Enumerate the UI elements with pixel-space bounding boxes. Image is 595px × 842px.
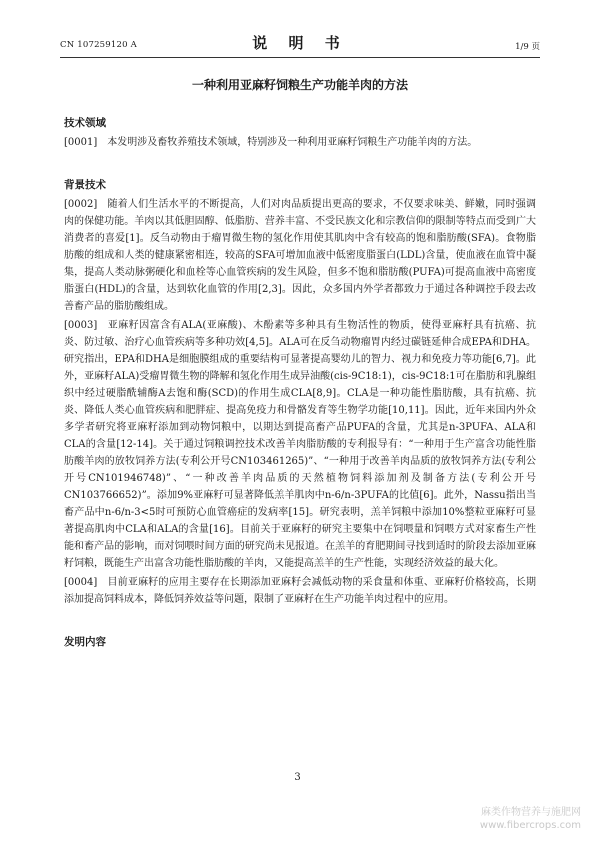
page-header xyxy=(60,32,540,56)
paragraph-text: 本发明涉及畜牧养殖技术领域，特别涉及一种利用亚麻籽饲粮生产功能羊肉的方法。 xyxy=(107,137,478,148)
header-divider xyxy=(60,57,540,58)
paragraph-text: 目前亚麻籽的应用主要存在长期添加亚麻籽会减低动物的采食量和体重、亚麻籽价格较高，长期添加提高饲料成本，降低饲养效益等问题，限制了亚麻籽在生产功能羊肉过程中的应用。 xyxy=(64,577,536,605)
paragraph-0004 xyxy=(64,574,536,608)
section-heading-invention: 发明内容 xyxy=(64,636,106,648)
paragraph-number: [0001] xyxy=(64,137,98,148)
document-body xyxy=(64,72,536,653)
paragraph-0003 xyxy=(64,317,536,572)
watermark-title: 麻类作物营养与施肥网 xyxy=(481,807,581,818)
paragraph-text: 亚麻籽因富含有ALA(亚麻酸)、木酚素等多种具有生物活性的物质，使得亚麻籽具有抗癌、抗炎、防过敏、治疗心血管疾病等多种功效[4,5]。ALA可在反刍动物瘤胃内经过碳链延伸合成EPA和DHA。研究指出，EPA和DHA是细胞膜组成的重要结构可显著提高婴幼儿的智力、视力和免疫力等功能[6,7]。此外，亚麻籽ALA)受瘤胃微生物的降解和氢化作用生成异油酸(cis-9C18:1)，cis-9C18:1可在脂肪和乳腺组织中经过硬脂酰辅酶A去饱和酶(SCD)的作用生成CLA[8,9]。CLA是一种功能性脂肪酸，具有抗癌、抗炎、降低人类心血管疾病和肥胖症、提高免疫力和骨骼发育等生物学功能[10,11]。因此，近年来国内外众多学者研究将亚麻籽添加到动物饲粮中，以期达到提高畜产品PUFA的含量，尤其是n-3PUFA、ALA和CLA的含量[12-14]。关于通过饲粮调控技术改善羊肉脂肪酸的专利报导有：“一种用于生产富含功能性脂肪酸羊肉的放牧饲养方法(专利公开号CN103461265)”、“一种用于改善羊肉品质的放牧饲养方法(专利公开号CN101946748)”、“一种改善羊肉品质的天然植物饲料添加剂及制备方法(专利公开号CN103766652)”。添加9%亚麻籽可显著降低羔羊肌肉中n-6/n-3PUFA的比值[6]。此外，Nassu指出当畜产品中n-6/n-3<5时可预防心血管癌症的发病率[15]。研究表明，羔羊饲粮中添加10%整粒亚麻籽可显著提高肌肉中CLA和ALA的含量[16]。目前关于亚麻籽的研究主要集中在饲喂量和饲喂方式对家畜生产性能和畜产品的影响，而对饲喂时间方面的研究尚未见报道。在羔羊的育肥期间寻找到适时的阶段去添加亚麻籽饲粮，既能生产出富含功能性脂肪酸的羊肉，又能提高羔羊的生产性能，实现经济效益的最大化。 xyxy=(64,320,536,569)
section-heading-tech-field: 技术领域 xyxy=(64,117,106,129)
page-indicator: 1/9 页 xyxy=(515,42,540,52)
document-type: 说 明 书 xyxy=(252,34,348,52)
watermark-url: www.fibercrops.com xyxy=(479,820,581,831)
paragraph-0002 xyxy=(64,196,536,315)
document-title: 一种利用亚麻籽饲粮生产功能羊肉的方法 xyxy=(191,78,408,92)
watermark xyxy=(480,806,581,832)
patent-number: CN 107259120 A xyxy=(60,40,137,50)
paragraph-number: [0003] xyxy=(64,320,98,331)
paragraph-number: [0004] xyxy=(64,577,98,588)
paragraph-number: [0002] xyxy=(64,199,98,210)
section-heading-background: 背景技术 xyxy=(64,179,106,191)
paragraph-0001 xyxy=(64,134,536,151)
paragraph-text: 随着人们生活水平的不断提高，人们对肉品质提出更高的要求，不仅要求味美、鲜嫩，同时强调肉的保健功能。羊肉以其低胆固醇、低脂肪、营养丰富、不受民族文化和宗教信仰的限制等特点而受到广大消费者的喜爱[1]。反刍动物由于瘤胃微生物的氢化作用使其肌肉中含有较高的饱和脂肪酸(SFA)。食物脂肪酸的组成和人类的健康紧密相连，较高的SFA可增加血液中低密度脂蛋白(LDL)含量，使血液在血管中凝集，提高人类动脉粥硬化和血栓等心血管疾病的发生风险，但多不饱和脂肪酸(PUFA)可提高血液中高密度脂蛋白(HDL)的含量，达到软化血管的作用[2,3]。因此，众多国内外学者都致力于通过各种调控手段去改善畜产品的脂肪酸组成。 xyxy=(64,199,536,312)
page-number: 3 xyxy=(294,772,301,783)
